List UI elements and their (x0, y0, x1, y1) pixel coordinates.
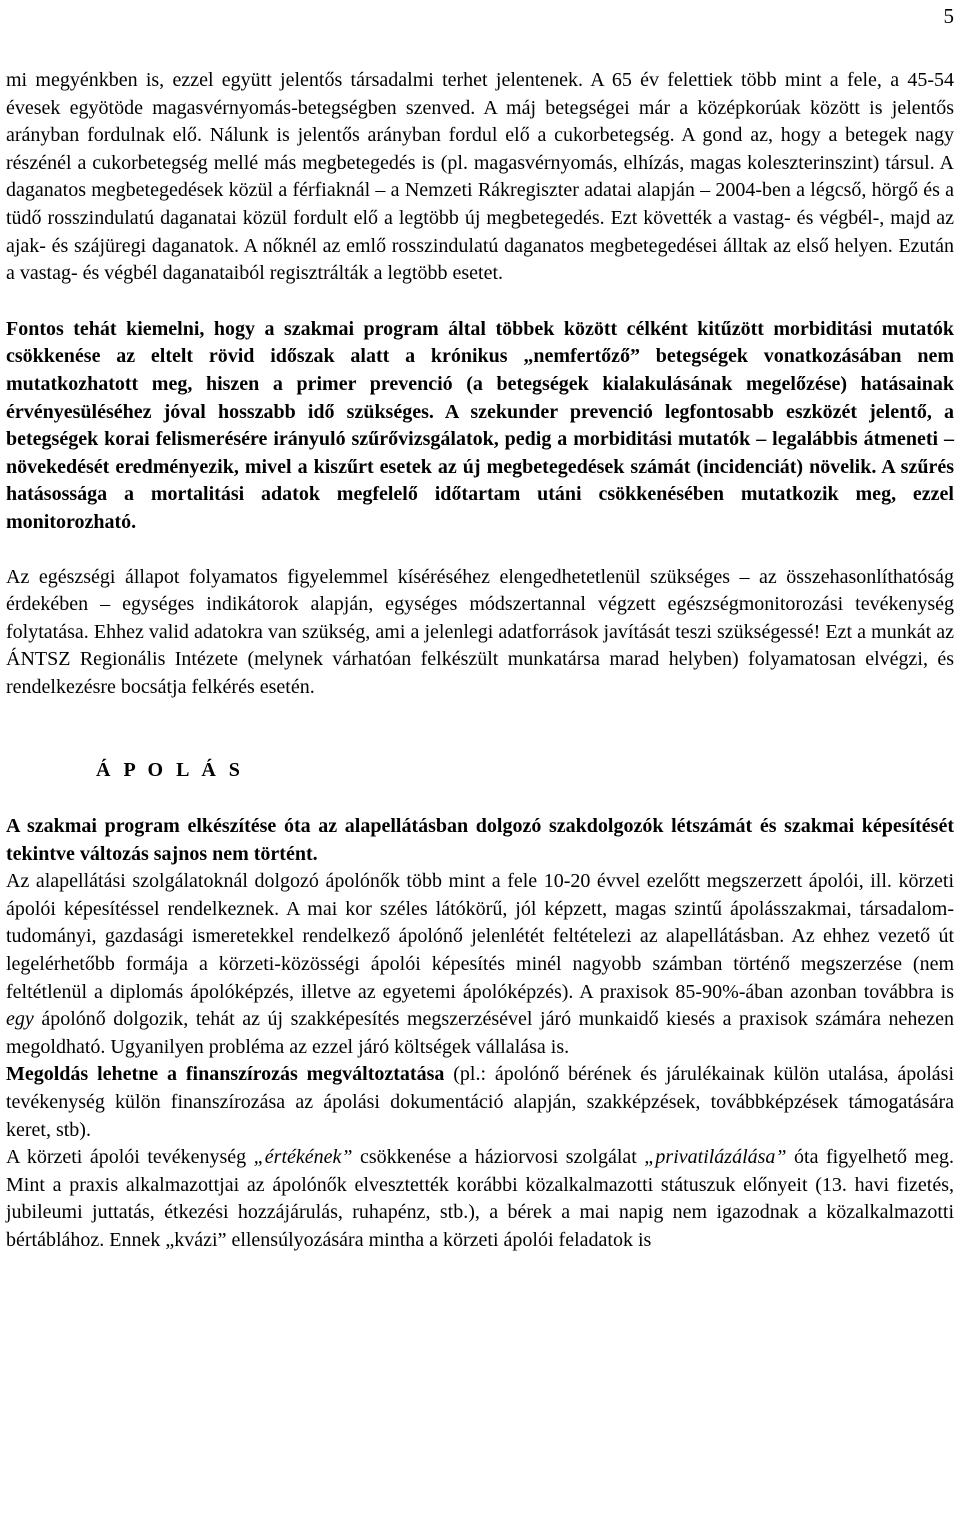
paragraph-financing-solution (6, 1061, 954, 1144)
financing-solution-rest: (pl.: ápolónő bérének és járulékainak külön utalása, ápolási tevékenység külön finanszírozása az ápolási dokumentáció alapján, szakképzések, továbbképzések támogatására keret, stb). (6, 1063, 954, 1141)
paragraph-nurse-status (6, 1144, 954, 1254)
page-number: 5 (943, 4, 954, 28)
section-heading-apolas: Á P O L Á S (96, 759, 244, 782)
nurse-qualifications-text-end: ápolónő dolgozik, tehát az új szakképesítés megszerzésével járó munkaidő kiesés a praxisok számára nehezen megoldható. Ugyanilyen probléma az ezzel járó költségek vállalása is. (6, 1008, 954, 1058)
paragraph-screening-emphasis: Fontos tehát kiemelni, hogy a szakmai program által többek között célként kitűzött morbiditási mutatók csökkenése az eltelt rövid időszak alatt a krónikus „nemfertőző” betegségek vonatkozásában nem mutatkozhatott meg, hiszen a primer prevenció (a betegségek kialakulásának megelőzése) hatásainak érvényesüléséhez jóval hosszabb idő szükséges. A szekunder prevenció legfontosabb eszközét jelentő, a betegségek korai felismerésére irányuló szűrővizsgálatok, pedig a morbiditási mutatók – legalábbis átmeneti – növekedését eredményezik, mivel a kiszűrt esetek az új megbetegedések számát (incidenciát) növelik. A szűrés hatásossága a mortalitási adatok megfelelő időtartam utáni csökkenésében mutatkozik meg, ezzel monitorozható. (6, 317, 954, 533)
paragraph-health-monitoring: Az egészségi állapot folyamatos figyelemmel kíséréséhez elengedhetetlenül szükséges – az összehasonlíthatóság érdekében – egységes indikátorok alapján, egységes módszertannal végzett egészségmonitorozási tevékenység folytatása. Ehhez valid adatokra van szükség, ami a jelenlegi adatforrások javítását teszi szükségessé! Ezt a munkát az ÁNTSZ Regionális Intézete (melynek várhatóan felkészült munkatársa marad helyben) folyamatosan elvégzi, és rendelkezésre bocsátja felkérés esetén. (6, 565, 954, 698)
emphasis-egy: egy (6, 1008, 34, 1031)
document-body (6, 67, 954, 1255)
nurse-qualifications-text: Az alapellátási szolgálatoknál dolgozó ápolónők több mint a fele 10-20 évvel ezelőtt megszerzett ápolói, ill. körzeti ápolói képesítéssel rendelkeznek. A mai kor széles látókörű, jól képzett, magas szintű ápolásszakmai, társadalom-tudományi, gazdasági ismeretekkel rendelkező ápolónő jelenlétét feltételezi az alapellátásban. Az ehhez vezető út legelérhetőbb formája a körzeti-közösségi ápolói képesítés minél nagyobb számban történő megszerzése (nem feltétlenül a diplomás ápolóképzés, illetve az egyetemi ápolóképzés). A praxisok 85-90%-ában azonban továbbra is (6, 870, 954, 1003)
emphasis-privatilazalasa: „privatilázálása” (644, 1146, 787, 1169)
nurse-status-text-a: A körzeti ápolói tevékenység (6, 1146, 254, 1169)
emphasis-ertekenek: „értékének” (253, 1146, 353, 1169)
nurse-status-text-b: csökkenése a háziorvosi szolgálat (352, 1146, 645, 1169)
paragraph-nurse-qualifications (6, 868, 954, 1061)
nurse-status-text-c: óta figyelhető meg. Mint a praxis alkalmazottjai az ápolónők elvesztették korábbi közalkalmazotti státuszuk előnyeit (13. havi fizetés, jubileumi juttatás, étkezési hozzájárulás, ruhapénz, stb.), a bérek a mai napig nem igazodnak a közalkalmazotti bértáblához. Ennek „kvázi” ellensúlyozására mintha a körzeti ápolói feladatok is (6, 1146, 954, 1251)
paragraph-morbidity: mi megyénkben is, ezzel együtt jelentős társadalmi terhet jelentenek. A 65 év felettiek több mint a fele, a 45-54 évesek egyötöde magasvérnyomás-betegségben szenved. A máj betegségei már a középkorúak között is jelentős arányban fordulnak elő. Nálunk is jelentős arányban fordul elő a cukorbetegség. A gond az, hogy a betegek nagy részénél a cukorbetegség mellé más megbetegedés is (pl. magasvérnyomás, elhízás, magas koleszterinszint) társul. A daganatos megbetegedések közül a férfiaknál – a Nemzeti Rákregiszter adatai alapján – 2004-ben a légcső, hörgő és a tüdő rosszindulatú daganatai közül fordult elő a legtöbb új megbetegedés. Ezt követték a vastag- és végbél-, majd az ajak- és szájüregi daganatok. A nőknél az emlő rosszindulatú daganatos megbetegedései álltak az első helyen. Ezután a vastag- és végbél daganataiból regisztrálták a legtöbb esetet. (6, 69, 954, 285)
financing-solution-bold: Megoldás lehetne a finanszírozás megváltoztatása (6, 1063, 445, 1086)
paragraph-staff-unchanged: A szakmai program elkészítése óta az alapellátásban dolgozó szakdolgozók létszámát és szakmai képesítését tekintve változás sajnos nem történt. (6, 815, 954, 865)
